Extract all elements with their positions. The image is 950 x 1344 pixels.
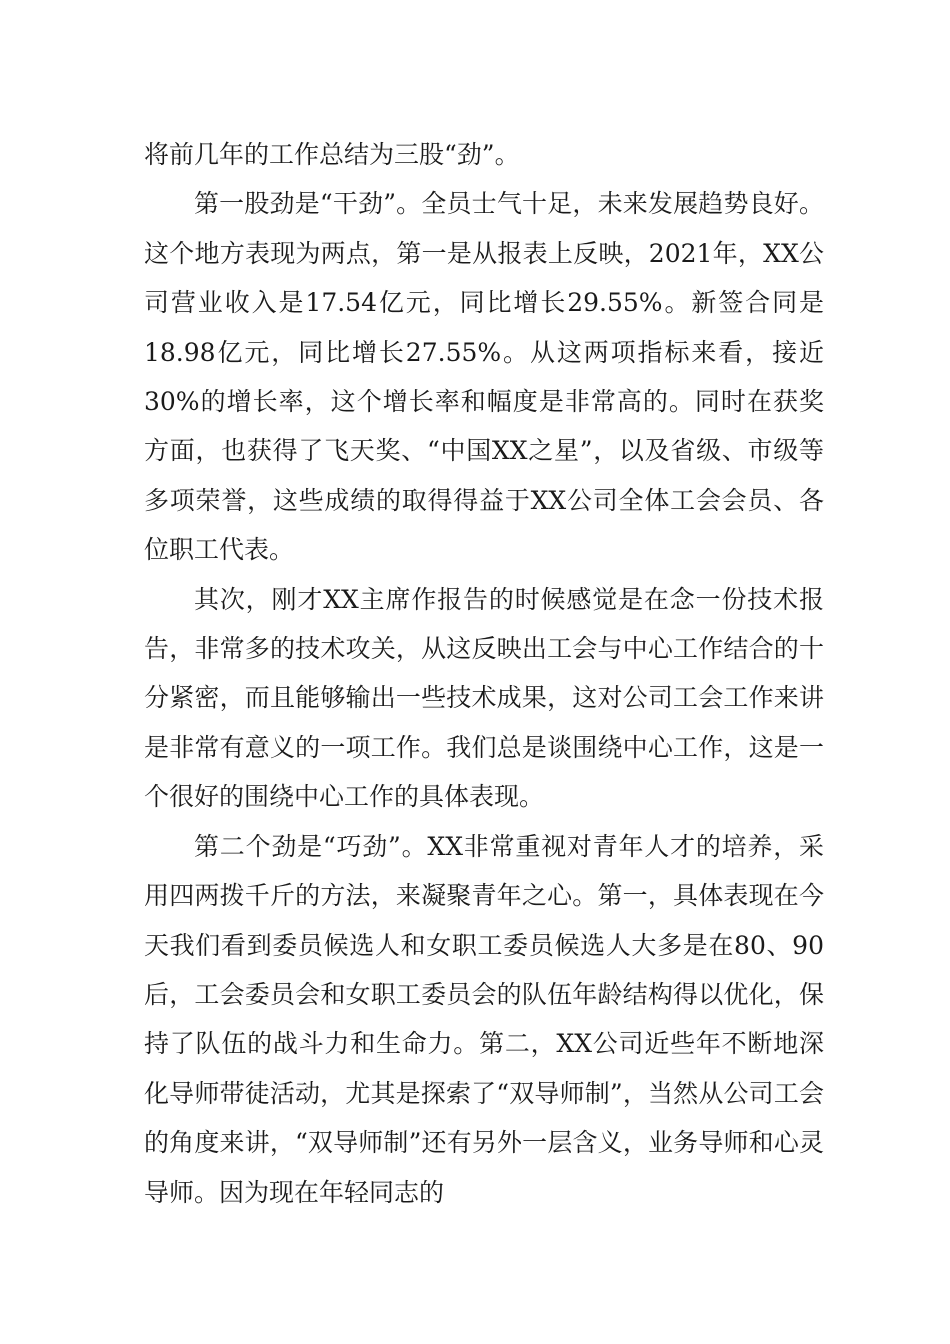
paragraph-2: 第一股劲是“干劲”。全员士气十足，未来发展趋势良好。这个地方表现为两点，第一是从报表上反映，2021年，XX公司营业收入是17.54亿元，同比增长29.55%。新签合同是18.98亿元，同比增长27.55%。从这两项指标来看，接近30%的增长率，这个增长率和幅度是非常高的。同时在获奖方面，也获得了飞天奖、“中国XX之星”，以及省级、市级等多项荣誉，这些成绩的取得得益于XX公司全体工会会员、各位职工代表。 xyxy=(144,189,824,565)
document-body xyxy=(144,130,824,1217)
paragraph-4: 第二个劲是“巧劲”。XX非常重视对青年人才的培养，采用四两拨千斤的方法，来凝聚青年之心。第一，具体表现在今天我们看到委员候选人和女职工委员候选人大多是在80、90后，工会委员会和女职工委员会的队伍年龄结构得以优化，保持了队伍的战斗力和生命力。第二，XX公司近些年不断地深化导师带徒活动，尤其是探索了“双导师制”，当然从公司工会的角度来讲，“双导师制”还有另外一层含义，业务导师和心灵导师。因为现在年轻同志的 xyxy=(144,831,824,1207)
paragraph-3: 其次，刚才XX主席作报告的时候感觉是在念一份技术报告，非常多的技术攻关，从这反映出工会与中心工作结合的十分紧密，而且能够输出一些技术成果，这对公司工会工作来讲是非常有意义的一项工作。我们总是谈围绕中心工作，这是一个很好的围绕中心工作的具体表现。 xyxy=(144,584,824,812)
paragraph-1: 将前几年的工作总结为三股“劲”。 xyxy=(144,140,520,169)
